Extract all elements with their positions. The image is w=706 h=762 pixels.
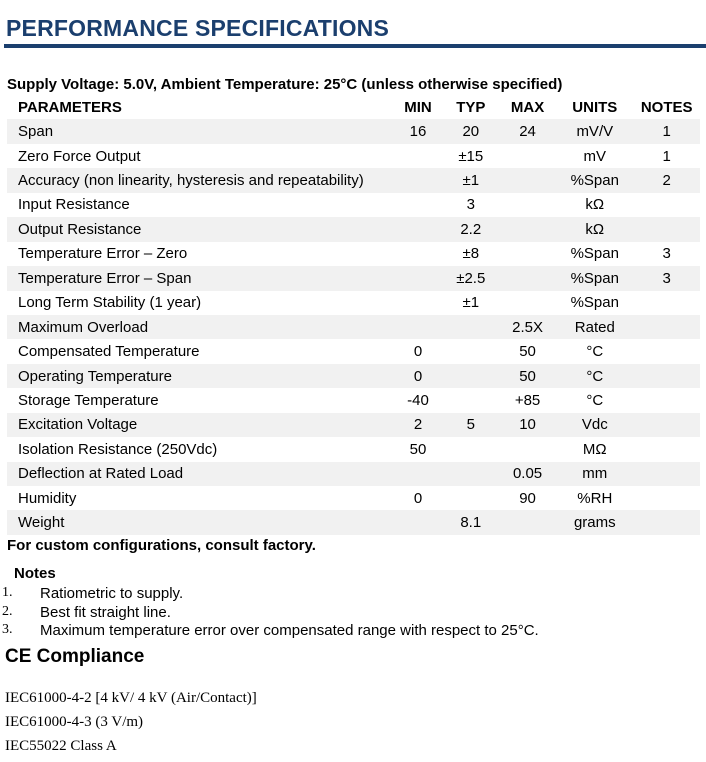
title-divider xyxy=(4,44,706,48)
cell-typ: 20 xyxy=(462,123,480,141)
cell-min: 50 xyxy=(409,440,427,458)
cell-max xyxy=(499,437,556,461)
cell-notes xyxy=(633,462,700,486)
ce-standard-item: IEC61000-4-2 [4 kV/ 4 kV (Air/Contact)] xyxy=(5,690,257,706)
cell-notes: 2 xyxy=(662,172,671,190)
ce-compliance-heading: CE Compliance xyxy=(5,646,145,667)
cell-min xyxy=(393,291,442,315)
cell-parameter: Span xyxy=(18,123,54,141)
cell-units: %Span xyxy=(570,172,619,190)
cell-max xyxy=(499,510,556,534)
cell-units: kΩ xyxy=(585,220,605,238)
table-row xyxy=(7,193,700,217)
cell-max: 50 xyxy=(519,367,536,385)
cell-units: grams xyxy=(573,514,616,532)
cell-parameter: Zero Force Output xyxy=(18,147,141,165)
cell-units: %Span xyxy=(570,269,619,287)
cell-parameter: Output Resistance xyxy=(18,220,142,238)
cell-notes xyxy=(633,388,700,412)
cell-typ: ±1 xyxy=(462,294,480,312)
cell-typ xyxy=(443,339,499,363)
cell-min: 16 xyxy=(409,123,427,141)
cell-units: Rated xyxy=(574,318,615,336)
cell-typ: ±15 xyxy=(458,147,484,165)
cell-notes xyxy=(633,291,700,315)
cell-max xyxy=(499,168,556,192)
note-number: 3. xyxy=(2,622,13,637)
cell-units: Vdc xyxy=(581,416,608,434)
spec-table xyxy=(7,95,700,535)
header-units: UNITS xyxy=(572,98,618,116)
header-max: MAX xyxy=(510,98,545,116)
cell-notes xyxy=(633,413,700,437)
cell-typ: ±2.5 xyxy=(456,269,486,287)
cell-min: 0 xyxy=(413,343,423,361)
note-text: Ratiometric to supply. xyxy=(40,585,184,602)
table-row xyxy=(7,413,700,437)
table-row xyxy=(7,364,700,388)
table-row xyxy=(7,242,700,266)
header-min: MIN xyxy=(404,98,432,116)
cell-min: -40 xyxy=(407,391,429,409)
table-row xyxy=(7,168,700,192)
cell-max xyxy=(499,266,556,290)
cell-parameter: Input Resistance xyxy=(18,196,130,214)
cell-min xyxy=(393,217,442,241)
cell-units: kΩ xyxy=(585,196,605,214)
ce-standard-item: IEC55022 Class A xyxy=(5,738,117,754)
table-row xyxy=(7,119,700,143)
custom-config-note: For custom configurations, consult factory. xyxy=(7,537,316,554)
note-number: 2. xyxy=(2,603,13,619)
cell-min xyxy=(393,266,442,290)
cell-typ xyxy=(443,437,499,461)
cell-units: mm xyxy=(582,465,608,483)
cell-min xyxy=(393,193,442,217)
notes-heading: Notes xyxy=(14,565,56,582)
cell-max xyxy=(499,291,556,315)
cell-typ xyxy=(443,315,499,339)
cell-notes xyxy=(633,364,700,388)
cell-min xyxy=(393,168,442,192)
cell-units: %Span xyxy=(570,245,619,263)
cell-min xyxy=(393,462,442,486)
table-row xyxy=(7,462,700,486)
cell-units: MΩ xyxy=(582,440,607,458)
cell-typ xyxy=(443,364,499,388)
note-item xyxy=(0,585,700,604)
cell-parameter: Compensated Temperature xyxy=(18,343,200,361)
cell-parameter: Accuracy (non linearity, hysteresis and repeatability) xyxy=(18,172,364,190)
cell-min xyxy=(393,315,442,339)
cell-notes: 3 xyxy=(662,245,671,263)
cell-parameter: Weight xyxy=(18,514,65,532)
cell-max: 0.05 xyxy=(512,465,543,483)
cell-notes xyxy=(633,510,700,534)
cell-parameter: Isolation Resistance (250Vdc) xyxy=(18,440,218,458)
table-row xyxy=(7,339,700,363)
cell-parameter: Temperature Error – Zero xyxy=(18,245,188,263)
table-row xyxy=(7,315,700,339)
ce-standard-item: IEC61000-4-3 (3 V/m) xyxy=(5,714,144,730)
table-header-row xyxy=(7,95,700,119)
note-text: Best fit straight line. xyxy=(40,603,171,621)
cell-parameter: Excitation Voltage xyxy=(18,416,138,434)
cell-max xyxy=(499,217,556,241)
cell-notes xyxy=(633,339,700,363)
cell-max: 50 xyxy=(519,343,536,361)
cell-max: 24 xyxy=(519,123,536,141)
cell-units: °C xyxy=(586,343,604,361)
cell-notes: 1 xyxy=(662,123,671,141)
cell-notes xyxy=(633,315,700,339)
header-notes: NOTES xyxy=(640,98,693,116)
table-row xyxy=(7,266,700,290)
table-row xyxy=(7,144,700,168)
table-row xyxy=(7,291,700,315)
spec-table-body xyxy=(7,119,700,534)
cell-units: mV xyxy=(583,147,607,165)
cell-max: 10 xyxy=(519,416,536,434)
cell-typ xyxy=(443,388,499,412)
cell-parameter: Temperature Error – Span xyxy=(18,269,192,287)
note-item xyxy=(0,622,700,641)
table-row xyxy=(7,217,700,241)
table-row xyxy=(7,486,700,510)
page-title: PERFORMANCE SPECIFICATIONS xyxy=(6,15,390,41)
header-parameters: PARAMETERS xyxy=(18,98,122,116)
cell-parameter: Operating Temperature xyxy=(18,367,172,385)
cell-typ: 2.2 xyxy=(460,220,482,238)
table-row xyxy=(7,437,700,461)
cell-min: 0 xyxy=(413,489,423,507)
cell-parameter: Storage Temperature xyxy=(18,391,159,409)
note-item xyxy=(0,604,700,623)
cell-min: 2 xyxy=(413,416,423,434)
cell-min xyxy=(393,144,442,168)
cell-typ xyxy=(443,462,499,486)
cell-typ xyxy=(443,486,499,510)
cell-notes xyxy=(633,486,700,510)
header-typ: TYP xyxy=(456,98,486,116)
cell-min: 0 xyxy=(413,367,423,385)
cell-parameter: Maximum Overload xyxy=(18,318,149,336)
cell-max: 90 xyxy=(519,489,536,507)
cell-max: +85 xyxy=(514,391,541,409)
notes-list xyxy=(0,585,700,641)
cell-units: %RH xyxy=(577,489,613,507)
cell-max xyxy=(499,193,556,217)
note-number: 1. xyxy=(2,585,13,600)
table-row xyxy=(7,388,700,412)
cell-min xyxy=(393,510,442,534)
cell-notes xyxy=(633,437,700,461)
cell-typ: ±1 xyxy=(462,172,480,190)
cell-typ: 8.1 xyxy=(460,514,482,532)
cell-units: mV/V xyxy=(576,123,614,141)
cell-parameter: Long Term Stability (1 year) xyxy=(18,294,202,312)
ce-compliance-list xyxy=(5,690,257,762)
cell-parameter: Humidity xyxy=(18,489,77,507)
table-row xyxy=(7,510,700,534)
cell-typ: 5 xyxy=(466,416,475,434)
cell-max: 2.5X xyxy=(512,318,543,336)
note-text: Maximum temperature error over compensated range with respect to 25°C. xyxy=(40,622,539,639)
cell-notes xyxy=(633,217,700,241)
cell-parameter: Deflection at Rated Load xyxy=(18,465,184,483)
cell-notes xyxy=(633,193,700,217)
cell-units: °C xyxy=(586,367,604,385)
cell-typ: 3 xyxy=(466,196,475,214)
cell-notes: 1 xyxy=(662,147,671,165)
cell-units: %Span xyxy=(570,294,619,312)
cell-notes: 3 xyxy=(662,269,671,287)
cell-units: °C xyxy=(586,391,604,409)
cell-max xyxy=(499,144,556,168)
cell-max xyxy=(499,242,556,266)
cell-typ: ±8 xyxy=(462,245,480,263)
conditions-subtitle: Supply Voltage: 5.0V, Ambient Temperature: 25°C (unless otherwise specified) xyxy=(7,76,563,93)
cell-min xyxy=(393,242,442,266)
